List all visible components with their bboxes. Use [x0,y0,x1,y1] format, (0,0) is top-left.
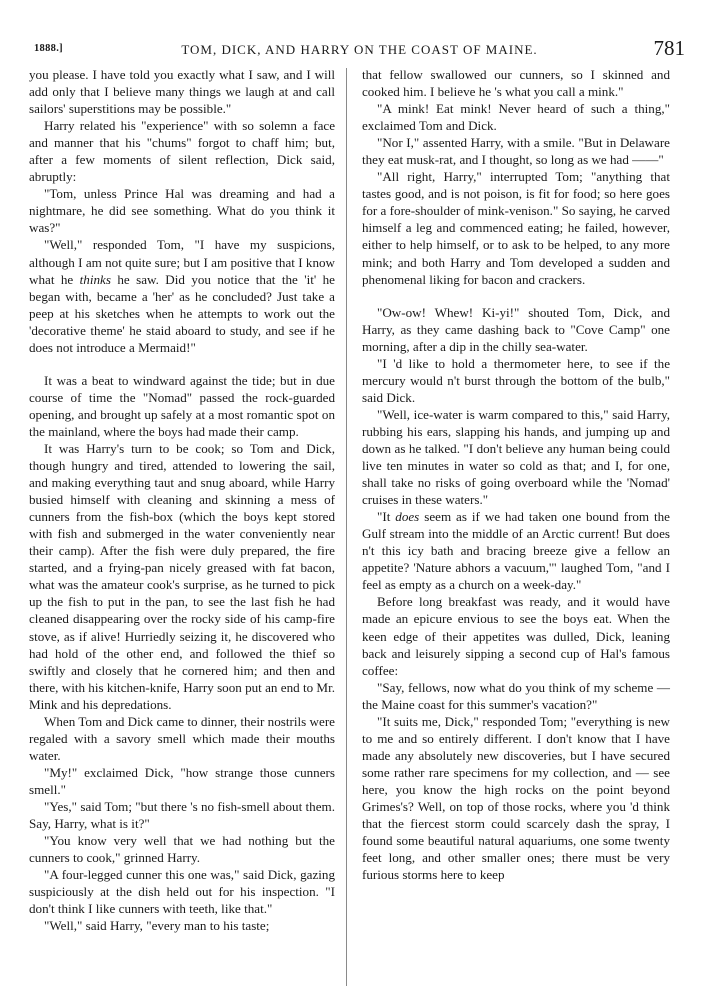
paragraph [362,168,670,287]
right-column [362,66,670,883]
text-run: "Well," responded Tom, "I have my suspicions, although I am not quite sure; but I am positive that I know what he [29,237,335,287]
text-run: seem as if we had taken one bound from the Gulf stream into the middle of an Arctic current! But does n't this icy bath and bracing breeze give a fellow an appetite? 'Nature abhors a vacuum,'" laughed Tom, "and I feel as empty as a church on a week-day." [362,509,670,593]
paragraph [29,372,335,440]
text-run: "All right, Harry," interrupted Tom; "anything that tastes good, and is not poison, is fit for food; so here goes for a fore-shoulder of mink-venison." So saying, he carved himself a leg and commenced eating; he failed, however, either to help himself, or to ask to be helped, to any more mink; and both Harry and Tom developed a sudden and phenomenal liking for bacon and crackers. [362,169,670,287]
page-number: 781 [653,36,685,60]
left-column [29,66,335,934]
text-run: "My!" exclaimed Dick, "how strange those cunners smell." [29,764,335,797]
text-run: "Ow-ow! Whew! Ki-yi!" shouted Tom, Dick, and Harry, as they came dashing back to "Cove Camp" one morning, after a dip in the chilly sea-water. [362,304,670,354]
paragraph [362,593,670,678]
text-run: that fellow swallowed our cunners, so I skinned and cooked him. I believe he 's what you call a mink." [362,67,670,100]
paragraph [362,406,670,508]
paragraph [29,764,335,798]
paragraph [362,713,670,883]
italic-text: does [395,509,420,525]
text-run: "You know very well that we had nothing but the cunners to cook," grinned Harry. [29,833,335,866]
paragraph [29,66,335,117]
text-run: When Tom and Dick came to dinner, their nostrils were regaled with a savory smell which made their mouths water. [29,713,335,763]
text-run: "A four-legged cunner this one was," said Dick, gazing suspiciously at the dish held out for his inspection. "I don't think I like cunners with teeth, like that." [29,867,335,917]
running-header [34,38,685,64]
text-run: "I 'd like to hold a thermometer here, to see if the mercury would n't burst through the bottom of the bulb," said Dick. [362,355,670,405]
paragraph [29,440,335,713]
text-run: "Well, ice-water is warm compared to this," said Harry, rubbing his ears, slapping his hands, and jumping up and down as he talked. "I don't believe any human being could live ten minutes in water so cold as that; and I, for one, shall take no risks of going overboard while the 'Nomad' cruises in these waters." [362,406,670,508]
column-divider [346,68,347,986]
paragraph [362,679,670,713]
text-run: "Nor I," assented Harry, with a smile. "But in Delaware they eat musk-rat, and I thought, so long as we had ——" [362,135,670,168]
text-run: It was a beat to windward against the tide; but in due course of time the "Nomad" passed the rock-guarded opening, and brought up safely at a most romantic spot on the mainland, where the boys had made their camp. [29,372,335,439]
text-run: "It [377,509,396,525]
paragraph [362,134,670,168]
paragraph [29,917,335,934]
paragraph [29,117,335,185]
paragraph [29,713,335,764]
text-run: he saw. Did you notice that the 'it' he began with, became a 'her' as he concluded? Just take a peep at his sketches when he attempts to work out the 'decorative theme' he staid aboard to study, and see if he does not introduce a Mermaid!" [29,271,335,355]
header-year: 1888.] [34,43,63,54]
paragraph [362,100,670,134]
paragraph [29,832,335,866]
text-run: "Yes," said Tom; "but there 's no fish-smell about them. Say, Harry, what is it?" [29,798,335,832]
text-run: "A mink! Eat mink! Never heard of such a thing," exclaimed Tom and Dick. [362,101,670,134]
italic-text: thinks [79,271,111,287]
paragraph [362,304,670,355]
paragraph [29,866,335,917]
text-run: "Well," said Harry, "every man to his taste; [44,918,270,934]
paragraph [362,355,670,406]
paragraph [29,236,335,355]
paragraph [29,185,335,236]
paragraph [362,66,670,100]
text-run: "It suits me, Dick," responded Tom; "everything is new to me and so entirely different. I don't know that I have made any absolutely new discoveries, but I have secured some rather rare specimens for my collection, and — see here, you know the high rocks on the point beyond Grimes's? Well, on top of those rocks, where you 'd think that the fiercest storm could scarcely dash the spray, I found some beautiful natural aquariums, one some twenty feet long, and other smaller ones; there must be very furious storms here to keep [362,713,670,883]
text-run: It was Harry's turn to be cook; so Tom and Dick, though hungry and tired, attended to lowering the sail, and making everything taut and snug aboard, while Harry busied himself with cleaning and skinning a mess of cunners from the fish-box (which the boys kept stored with fish and submerged in the water conveniently near their camp). After the fish were duly prepared, the fire started, and a frying-pan nicely greased with fat bacon, what was the amateur cook's surprise, as he turned to pick up the fish to put in the pan, to see the last fish he had cleaned disappearing over the rocky side of his camp-fire stove, as if alive! Hurriedly seizing it, he discovered who had hold of the other end, and followed the thief so swiftly and closely that he cornered him; and then and there, with his kitchen-knife, Harry soon put an end to Mr. Mink and his depredations. [29,440,335,712]
text-run: Harry related his "experience" with so solemn a face and manner that his "chums" forgot to chaff him; but, after a few moments of silent reflection, Dick said, abruptly: [29,118,335,185]
text-run: "Say, fellows, now what do you think of my scheme — the Maine coast for this summer's vacation?" [362,679,670,712]
text-run: Before long breakfast was ready, and it would have made an epicure envious to see the boys eat. When the keen edge of their appetites was dulled, Dick, leaning back and leisurely sipping a second cup of Hal's famous coffee: [362,594,670,678]
text-run: "Tom, unless Prince Hal was dreaming and had a nightmare, he did see something. What do you think it was?" [29,186,335,236]
paragraph [29,798,335,832]
paragraph [362,508,670,593]
text-run: you please. I have told you exactly what I saw, and I will add only that I believe many things we laugh at and call sailors' superstitions may be possible." [29,67,335,117]
header-title: TOM, DICK, AND HARRY ON THE COAST OF MAINE. [181,42,538,57]
